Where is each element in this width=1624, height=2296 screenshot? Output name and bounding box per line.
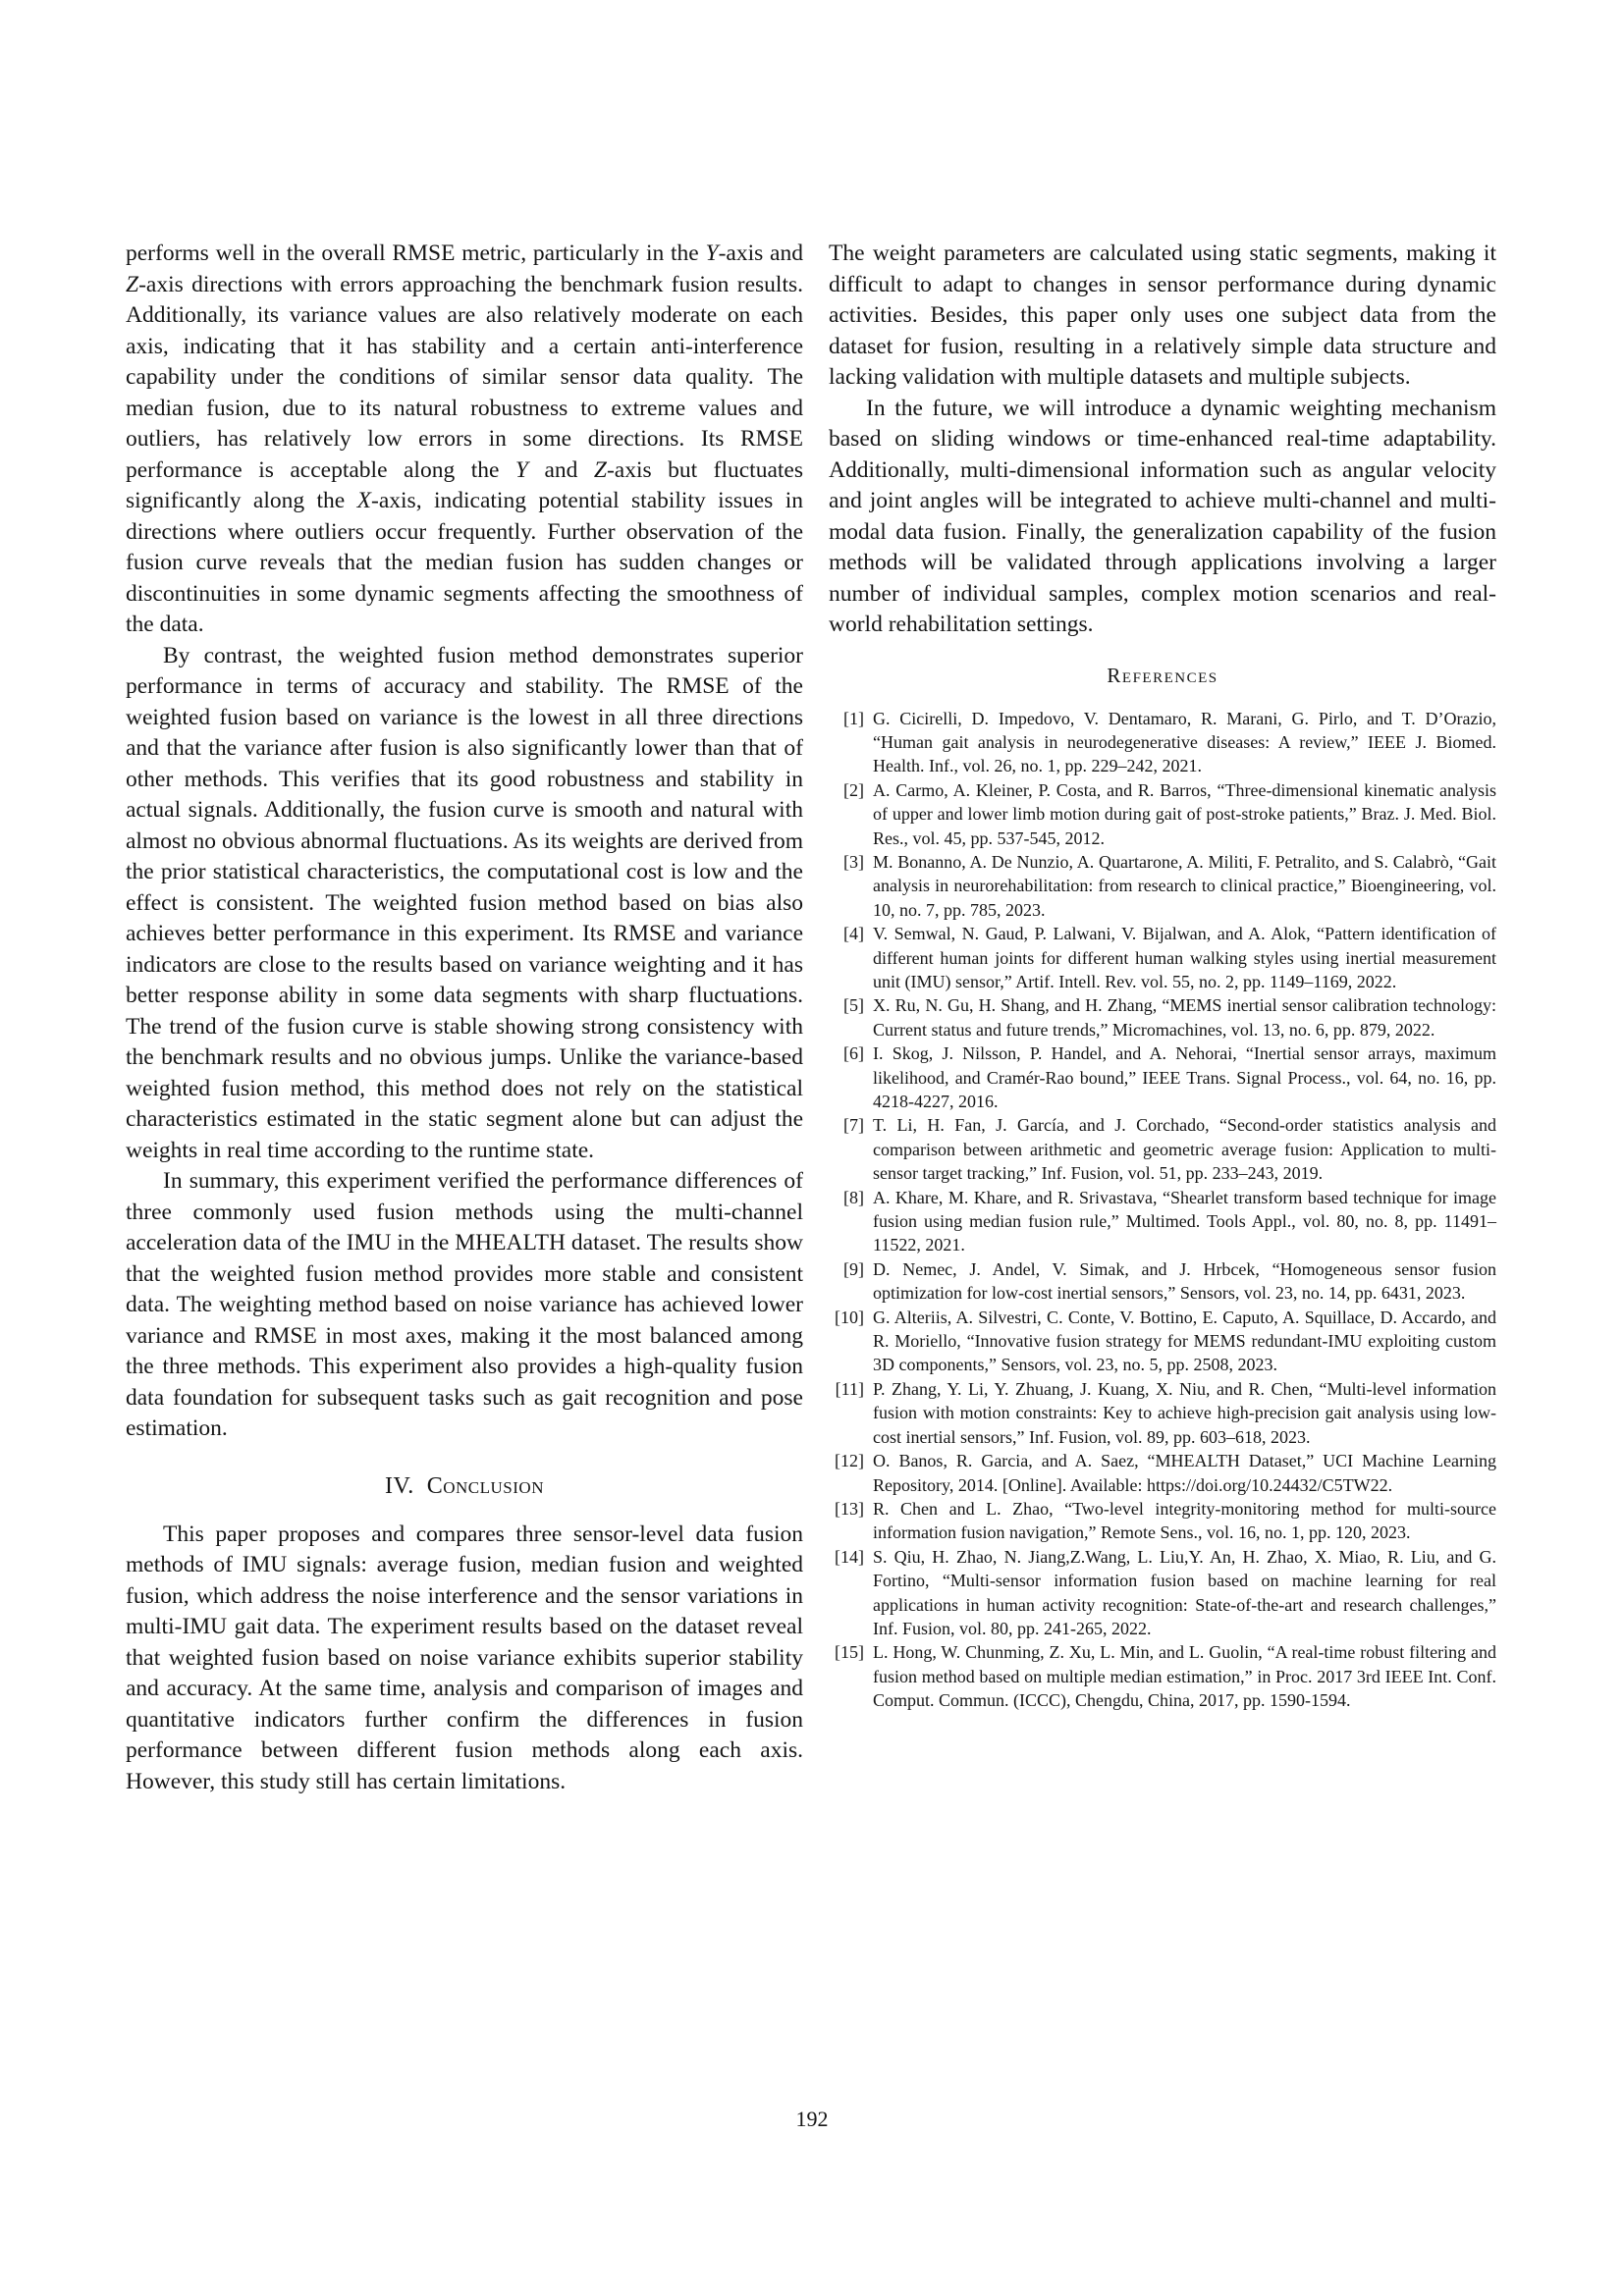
reference-item — [829, 993, 1496, 1041]
reference-label: [7] — [843, 1115, 864, 1136]
reference-item — [829, 1545, 1496, 1641]
reference-item — [829, 1449, 1496, 1497]
reference-label: [5] — [843, 995, 864, 1016]
reference-item — [829, 1497, 1496, 1545]
paragraph: By contrast, the weighted fusion method demonstrates superior performance in terms of accuracy and stability. The RMSE of the weighted fusion based on variance is the lowest in all three directions and that the variance after fusion is also significantly lower than that of other methods. This verifies that its good robustness and stability in actual signals. Additionally, the fusion curve is smooth and natural with almost no obvious abnormal fluctuations. As its weights are derived from the prior statistical characteristics, the computational cost is low and the effect is consistent. The weighted fusion method based on bias also achieves better performance in this experiment. Its RMSE and variance indicators are close to the results based on variance weighting and it has better response ability in some data segments with sharp fluctuations. The trend of the fusion curve is stable showing strong consistency with the benchmark results and no obvious jumps. Unlike the variance-based weighted fusion method, this method does not rely on the statistical characteristics estimated in the static segment alone but can adjust the weights in real time according to the runtime state. — [126, 642, 803, 1163]
reference-label: [4] — [843, 924, 864, 944]
reference-text: L. Hong, W. Chunming, Z. Xu, L. Min, and L. Guolin, “A real-time robust filtering and fusion method based on multiple median estimation,” in Proc. 2017 3rd IEEE Int. Conf. Comput. Commun. (ICCC), Chengdu, China, 2017, pp. 1590-1594. — [873, 1642, 1496, 1711]
reference-text: P. Zhang, Y. Li, Y. Zhuang, J. Kuang, X. Niu, and R. Chen, “Multi-level information fusion with motion constraints: Key to achieve high-precision gait analysis using low-cost inertial sensors,” Inf. Fusion, vol. 89, pp. 603–618, 2023. — [873, 1378, 1496, 1447]
reference-text: G. Alteriis, A. Silvestri, C. Conte, V. Bottino, E. Caputo, A. Squillace, D. Accardo, and R. Moriello, “Innovative fusion strategy for MEMS redundant-IMU exploiting custom 3D components,” Sensors, vol. 23, no. 5, pp. 2508, 2023. — [873, 1307, 1496, 1375]
reference-item — [829, 707, 1496, 778]
paragraph: performs well in the overall RMSE metric, particularly in the Y-axis and Z-axis directions with errors approaching the benchmark fusion results. Additionally, its variance values are also relatively moderate on each axis, indicating that it has stability and a certain anti-interference capability under the conditions of similar sensor data quality. The median fusion, due to its natural robustness to extreme values and outliers, has relatively low errors in some directions. Its RMSE performance is acceptable along the Y and Z-axis but fluctuates significantly along the X-axis, indicating potential stability issues in directions where outliers occur frequently. Further observation of the fusion curve reveals that the median fusion has sudden changes or discontinuities in some dynamic segments affecting the smoothness of the data. — [126, 240, 804, 637]
reference-item — [829, 1257, 1496, 1306]
right-column — [829, 239, 1496, 1713]
paragraph: In the future, we will introduce a dynamic weighting mechanism based on sliding windows or time-enhanced real-time adaptability. Additionally, multi-dimensional information such as angular velocity and joint angles will be integrated to achieve multi-channel and multi-modal data fusion. Finally, the generalization capability of the fusion methods will be validated through applications involving a larger number of individual samples, complex motion scenarios and real-world rehabilitation settings. — [829, 395, 1496, 637]
conclusion-paragraphs — [126, 1520, 803, 1798]
reference-label: [12] — [835, 1451, 864, 1471]
reference-text: S. Qiu, H. Zhao, N. Jiang,Z.Wang, L. Liu,Y. An, H. Zhao, X. Miao, R. Liu, and G. Fortino, “Multi-sensor information fusion based on machine learning for real applications in human activity recognition: State-of-the-art and research challenges,” Inf. Fusion, vol. 80, pp. 241-265, 2022. — [873, 1546, 1496, 1638]
reference-label: [14] — [835, 1546, 864, 1567]
reference-label: [3] — [843, 851, 864, 872]
reference-label: [1] — [843, 708, 864, 728]
page-number: 192 — [795, 2107, 829, 2131]
reference-item — [829, 1113, 1496, 1185]
left-column — [126, 239, 803, 1797]
reference-label: [15] — [835, 1642, 864, 1663]
reference-label: [8] — [843, 1187, 864, 1207]
right-column-paragraphs — [829, 239, 1496, 641]
reference-label: [13] — [835, 1498, 864, 1519]
reference-text: D. Nemec, J. Andel, V. Simak, and J. Hrbcek, “Homogeneous sensor fusion optimization for low-cost inertial sensors,” Sensors, vol. 23, no. 14, pp. 6431, 2023. — [873, 1258, 1496, 1304]
reference-text: X. Ru, N. Gu, H. Shang, and H. Zhang, “MEMS inertial sensor calibration technology: Current status and future trends,” Micromachines, vol. 13, no. 6, pp. 879, 2022. — [873, 995, 1496, 1040]
reference-item — [829, 1041, 1496, 1113]
references-list — [829, 707, 1496, 1713]
reference-item — [829, 1377, 1496, 1449]
left-column-paragraphs — [126, 239, 803, 1445]
paragraph: In summary, this experiment verified the performance differences of three commonly used fusion methods using the multi-channel acceleration data of the IMU in the MHEALTH dataset. The results show that the weighted fusion method provides more stable and consistent data. The weighting method based on noise variance has achieved lower variance and RMSE in most axes, making it the most balanced among the three methods. This experiment also provides a high-quality fusion data foundation for subsequent tasks such as gait recognition and pose estimation. — [126, 1168, 803, 1441]
reference-text: V. Semwal, N. Gaud, P. Lalwani, V. Bijalwan, and A. Alok, “Pattern identification of different human joints for different human walking styles using inertial measurement unit (IMU) sensor,” Artif. Intell. Rev. vol. 55, no. 2, pp. 1149–1169, 2022. — [873, 924, 1496, 991]
reference-item — [829, 1640, 1496, 1712]
reference-item — [829, 922, 1496, 993]
reference-text: A. Khare, M. Khare, and R. Srivastava, “Shearlet transform based technique for image fusion using median fusion rule,” Multimed. Tools Appl., vol. 80, no. 8, pp. 11491–11522, 2021. — [873, 1187, 1496, 1255]
reference-text: M. Bonanno, A. De Nunzio, A. Quartarone, A. Militi, F. Petralito, and S. Calabrò, “Gait analysis in neurorehabilitation: from research to clinical practice,” Bioengineering, vol. 10, no. 7, pp. 785, 2023. — [873, 851, 1496, 920]
reference-label: [2] — [843, 779, 864, 800]
reference-item — [829, 1306, 1496, 1377]
reference-text: O. Banos, R. Garcia, and A. Saez, “MHEALTH Dataset,” UCI Machine Learning Repository, 2014. [Online]. Available: https://doi.org/10.24432/C5TW22. — [873, 1451, 1496, 1495]
reference-label: [10] — [835, 1307, 864, 1327]
reference-label: [6] — [843, 1043, 864, 1064]
references-heading: References — [1107, 663, 1218, 687]
conclusion-section-heading: IV. Conclusion — [385, 1472, 544, 1499]
reference-text: I. Skog, J. Nilsson, P. Handel, and A. Nehorai, “Inertial sensor arrays, maximum likelihood, and Cramér-Rao bound,” IEEE Trans. Signal Process., vol. 64, no. 16, pp. 4218-4227, 2016. — [873, 1043, 1496, 1111]
reference-text: T. Li, H. Fan, J. García, and J. Corchado, “Second-order statistics analysis and comparison between arithmetic and geometric average fusion: Application to multi-sensor target tracking,” Inf. Fusion, vol. 51, pp. 233–243, 2019. — [873, 1115, 1496, 1184]
reference-text: G. Cicirelli, D. Impedovo, V. Dentamaro, R. Marani, G. Pirlo, and T. D’Orazio, “Human gait analysis in neurodegenerative diseases: A review,” IEEE J. Biomed. Health. Inf., vol. 26, no. 1, pp. 229–242, 2021. — [873, 708, 1496, 776]
reference-item — [829, 850, 1496, 922]
reference-text: A. Carmo, A. Kleiner, P. Costa, and R. Barros, “Three-dimensional kinematic analysis of upper and lower limb motion during gait of post-stroke patients,” Braz. J. Med. Biol. Res., vol. 45, pp. 537-545, 2012. — [873, 779, 1496, 848]
reference-item — [829, 1186, 1496, 1257]
reference-item — [829, 778, 1496, 850]
reference-label: [9] — [843, 1258, 864, 1279]
reference-text: R. Chen and L. Zhao, “Two-level integrity-monitoring method for multi-source information fusion navigation,” Remote Sens., vol. 16, no. 1, pp. 120, 2023. — [873, 1498, 1496, 1543]
reference-label: [11] — [835, 1378, 864, 1399]
paragraph: The weight parameters are calculated using static segments, making it difficult to adapt to changes in sensor performance during dynamic activities. Besides, this paper only uses one subject data from the dataset for fusion, resulting in a relatively simple data structure and lacking validation with multiple datasets and multiple subjects. — [829, 240, 1496, 390]
paragraph: This paper proposes and compares three sensor-level data fusion methods of IMU signals: average fusion, median fusion and weighted fusion, which address the noise interference and the sensor variations in multi-IMU gait data. The experiment results based on the dataset reveal that weighted fusion based on noise variance exhibits superior stability and accuracy. At the same time, analysis and comparison of images and quantitative indicators further confirm the differences in fusion performance between different fusion methods along each axis. However, this study still has certain limitations. — [126, 1521, 803, 1794]
